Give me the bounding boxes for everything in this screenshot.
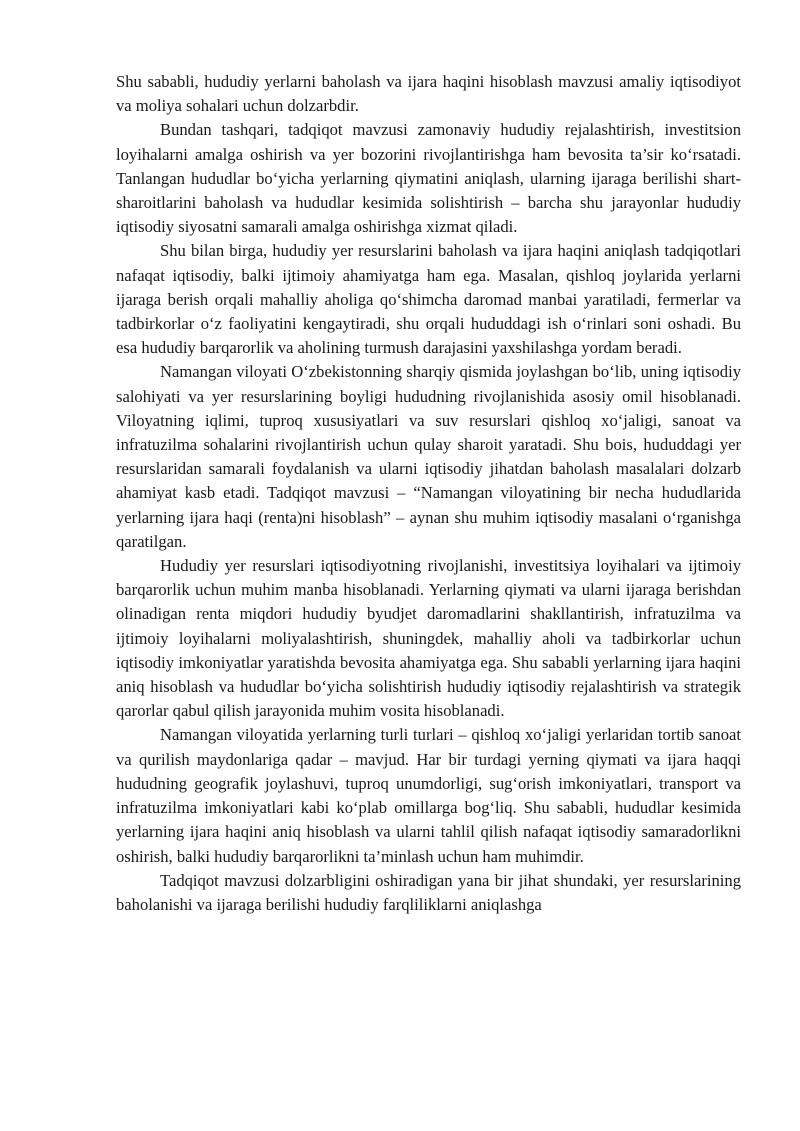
paragraph-3: Shu bilan birga, hududiy yer resurslarini baholash va ijara haqini aniqlash tadqiqotlari nafaqat iqtisodiy, balki ijtimoiy ahamiyatga ham ega. Masalan, qishloq joylarida yerlarni ijaraga berish orqali mahalliy aholiga qo‘shimcha daromad manbai yaratiladi, fermerlar va tadbirkorlar o‘z faoliyatini kengaytiradi, shu orqali hududdagi ish o‘rinlari soni oshadi. Bu esa hududiy barqarorlik va aholining turmush darajasini yaxshilashga yordam beradi. — [116, 241, 741, 358]
paragraph-7: Tadqiqot mavzusi dolzarbligini oshiradigan yana bir jihat shundaki, yer resurslarining baholanishi va ijaraga berilishi hududiy farqliliklarni aniqlashga — [116, 870, 741, 914]
paragraph-6: Namangan viloyatida yerlarning turli turlari – qishloq xo‘jaligi yerlaridan tortib sanoat va qurilish maydonlariga qadar – mavjud. Har bir turdagi yerning qiymati va ijara haqqi hududning geografik joylashuvi, tuproq unumdorligi, sug‘orish imkoniyatlari, transport va infratuzilma imkoniyatlari kabi ko‘plab omillarga bog‘liq. Shu sababli, hududlar kesimida yerlarning ijara haqini aniq hisoblash va ularni tahlil qilish nafaqat iqtisodiy samaradorlikni oshirish, balki hududiy barqarorlikni ta’minlash uchun ham muhimdir. — [116, 725, 741, 866]
paragraph-5: Hududiy yer resurslari iqtisodiyotning rivojlanishi, investitsiya loyihalari va ijtimoiy barqarorlik uchun muhim manba hisoblanadi. Yerlarning qiymati va ularni ijaraga berishdan olinadigan renta miqdori hududiy byudjet daromadlarini shakllantirish, infratuzilma va ijtimoiy loyihalarni moliyalashtirish, shuningdek, mahalliy aholi va tadbirkorlar uchun iqtisodiy imkoniyatlar yaratishda bevosita ahamiyatga ega. Shu sababli yerlarning ijara haqini aniq hisoblash va hududlar bo‘yicha solishtirish hududiy iqtisodiy rejalashtirish va strategik qarorlar qabul qilish jarayonida muhim vosita hisoblanadi. — [116, 556, 741, 721]
body-text — [116, 70, 741, 917]
paragraph-2: Bundan tashqari, tadqiqot mavzusi zamonaviy hududiy rejalashtirish, investitsion loyihalarni amalga oshirish va yer bozorini rivojlantirishga ham bevosita ta’sir ko‘rsatadi. Tanlangan hududlar bo‘yicha yerlarning qiymatini aniqlash, ularning ijaraga berilishi shart-sharoitlarini baholash va hududlar kesimida solishtirish – barcha shu jarayonlar hududiy iqtisodiy siyosatni samarali amalga oshirishga xizmat qiladi. — [116, 120, 741, 237]
paragraph-1: Shu sababli, hududiy yerlarni baholash va ijara haqini hisoblash mavzusi amaliy iqtisodiyot va moliya sohalari uchun dolzarbdir. — [116, 72, 741, 116]
paragraph-4: Namangan viloyati O‘zbekistonning sharqiy qismida joylashgan bo‘lib, uning iqtisodiy salohiyati va yer resurslarining boyligi hududning rivojlanishida asosiy omil hisoblanadi. Viloyatning iqlimi, tuproq xususiyatlari va suv resurslari qishloq xo‘jaligi, sanoat va infratuzilma sohalarini rivojlantirish uchun qulay sharoit yaratadi. Shu bois, hududdagi yer resurslaridan samarali foydalanish va ularni iqtisodiy jihatdan baholash masalalari dolzarb ahamiyat kasb etadi. Tadqiqot mavzusi – “Namangan viloyatining bir necha hududlarida yerlarning ijara haqi (renta)ni hisoblash” – aynan shu muhim iqtisodiy masalani o‘rganishga qaratilgan. — [116, 362, 741, 551]
